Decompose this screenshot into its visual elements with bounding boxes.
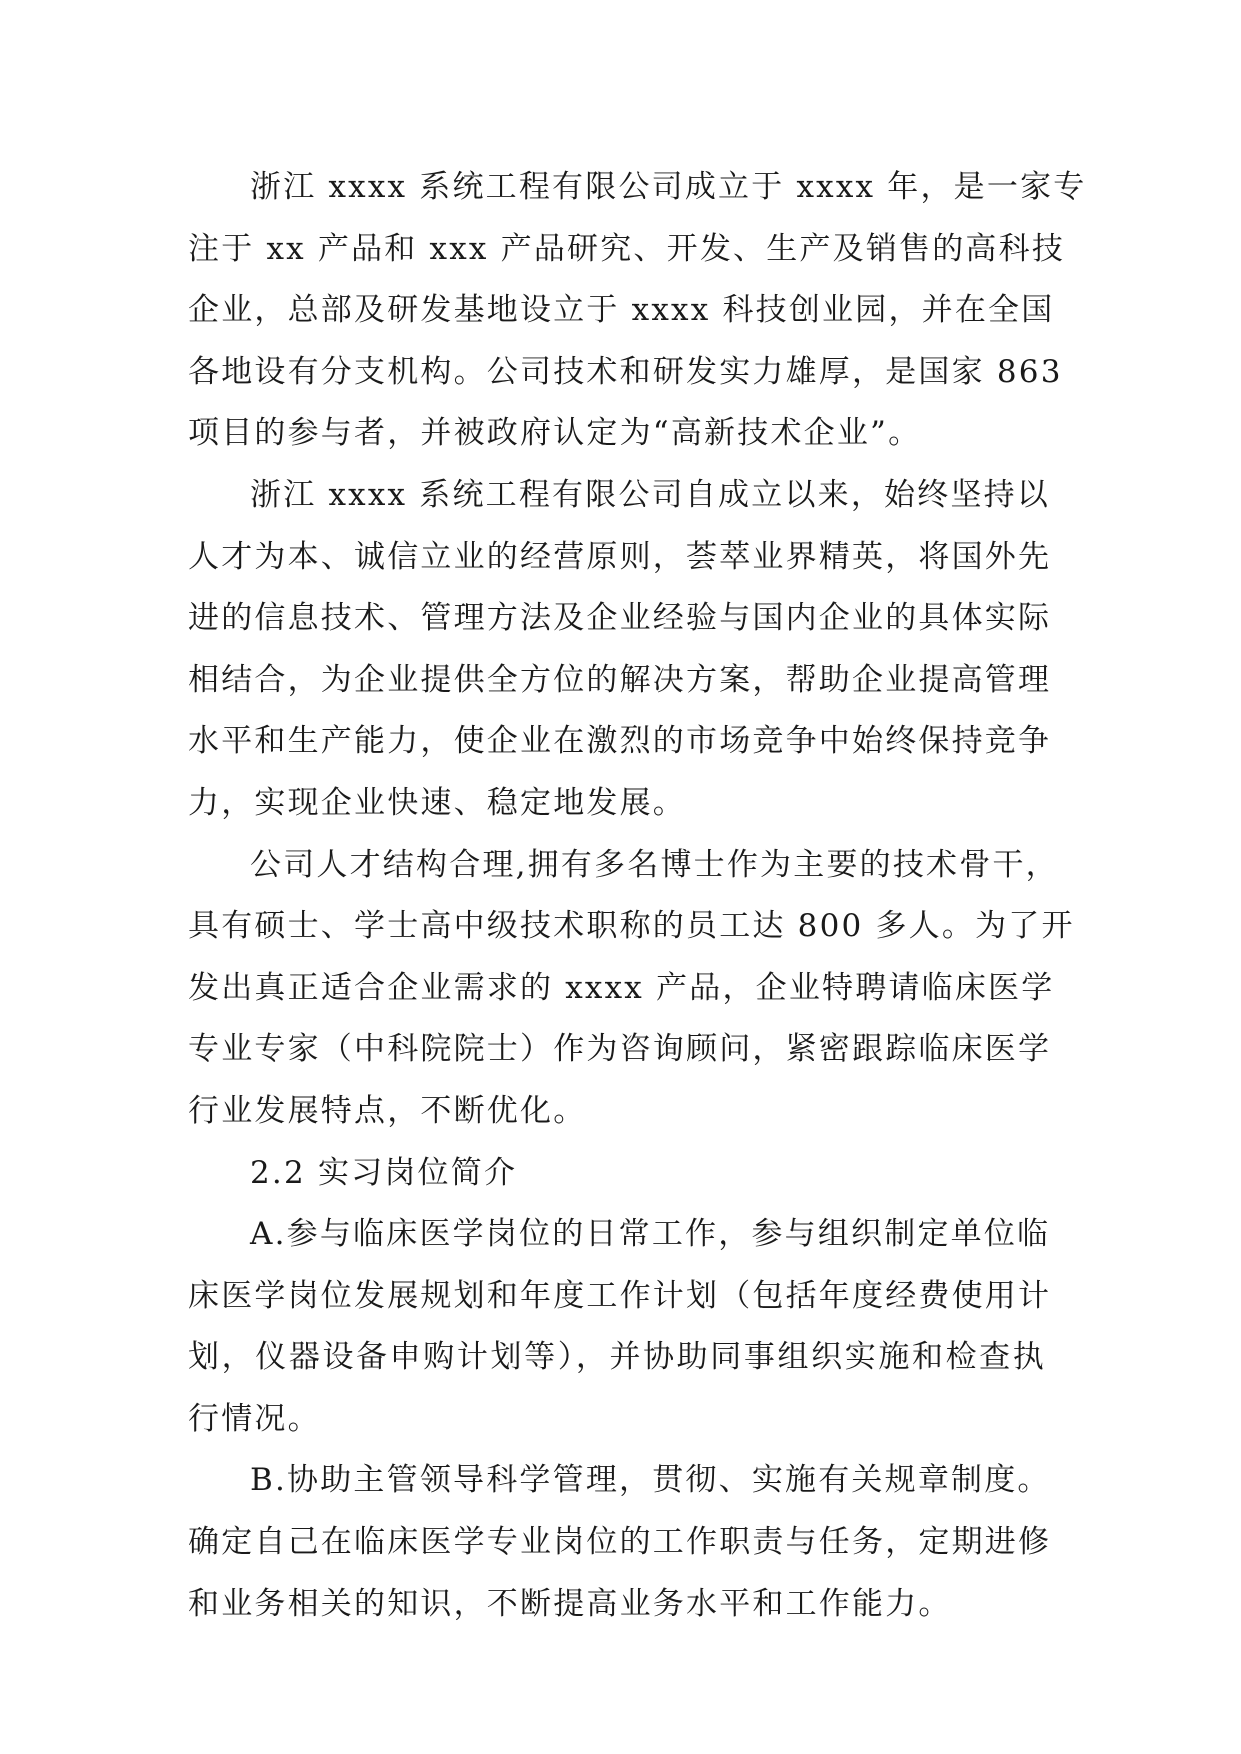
paragraph-duty-b — [188, 1450, 1052, 1635]
text-line: 公司人才结构合理,拥有多名博士作为主要的技术骨干， — [250, 846, 1059, 883]
text-line: 具有硕士、学士高中级技术职称的员工达 800 多人。为了开 — [188, 908, 1075, 945]
paragraph-duty-a — [188, 1204, 1052, 1450]
text-line: 注于 xx 产品和 xxx 产品研究、开发、生产及销售的高科技 — [188, 230, 1066, 267]
section-heading-text: 2.2 实习岗位简介 — [250, 1154, 518, 1191]
text-line: 人才为本、诚信立业的经营原则，荟萃业界精英，将国外先 — [188, 538, 1052, 575]
paragraph-company-principles — [188, 465, 1052, 835]
text-line: 专业专家（中科院院士）作为咨询顾问，紧密跟踪临床医学 — [188, 1031, 1052, 1068]
paragraph-company-intro — [188, 157, 1087, 465]
text-line: 床医学岗位发展规划和年度工作计划（包括年度经费使用计 — [188, 1277, 1052, 1314]
text-line: 进的信息技术、管理方法及企业经验与国内企业的具体实际 — [188, 600, 1052, 637]
text-line: A.参与临床医学岗位的日常工作，参与组织制定单位临 — [250, 1216, 1051, 1253]
text-line: 和业务相关的知识，不断提高业务水平和工作能力。 — [188, 1585, 952, 1622]
text-line: 确定自己在临床医学专业岗位的工作职责与任务，定期进修 — [188, 1524, 1052, 1561]
text-line: 划，仪器设备申购计划等），并协助同事组织实施和检查执 — [188, 1339, 1046, 1376]
text-line: 行情况。 — [188, 1400, 321, 1437]
text-line: 浙江 xxxx 系统工程有限公司成立于 xxxx 年，是一家专 — [250, 169, 1087, 205]
text-line: 水平和生产能力，使企业在激烈的市场竞争中始终保持竞争 — [188, 723, 1052, 760]
text-line: 企业，总部及研发基地设立于 xxxx 科技创业园，并在全国 — [188, 292, 1055, 329]
text-line: 浙江 xxxx 系统工程有限公司自成立以来，始终坚持以 — [250, 476, 1051, 513]
text-line: 行业发展特点，不断优化。 — [188, 1092, 587, 1129]
text-line: 相结合，为企业提供全方位的解决方案，帮助企业提高管理 — [188, 661, 1052, 698]
document-body — [188, 157, 1087, 1635]
text-line: 项目的参与者，并被政府认定为“高新技术企业”。 — [188, 415, 922, 452]
text-line: 力，实现企业快速、稳定地发展。 — [188, 784, 686, 821]
section-heading — [188, 1143, 1046, 1205]
text-line: 各地设有分支机构。公司技术和研发实力雄厚，是国家 863 — [188, 353, 1063, 390]
text-line: B.协助主管领导科学管理，贯彻、实施有关规章制度。 — [250, 1462, 1051, 1499]
paragraph-company-talent — [188, 835, 1075, 1143]
text-line: 发出真正适合企业需求的 xxxx 产品，企业特聘请临床医学 — [188, 969, 1055, 1006]
